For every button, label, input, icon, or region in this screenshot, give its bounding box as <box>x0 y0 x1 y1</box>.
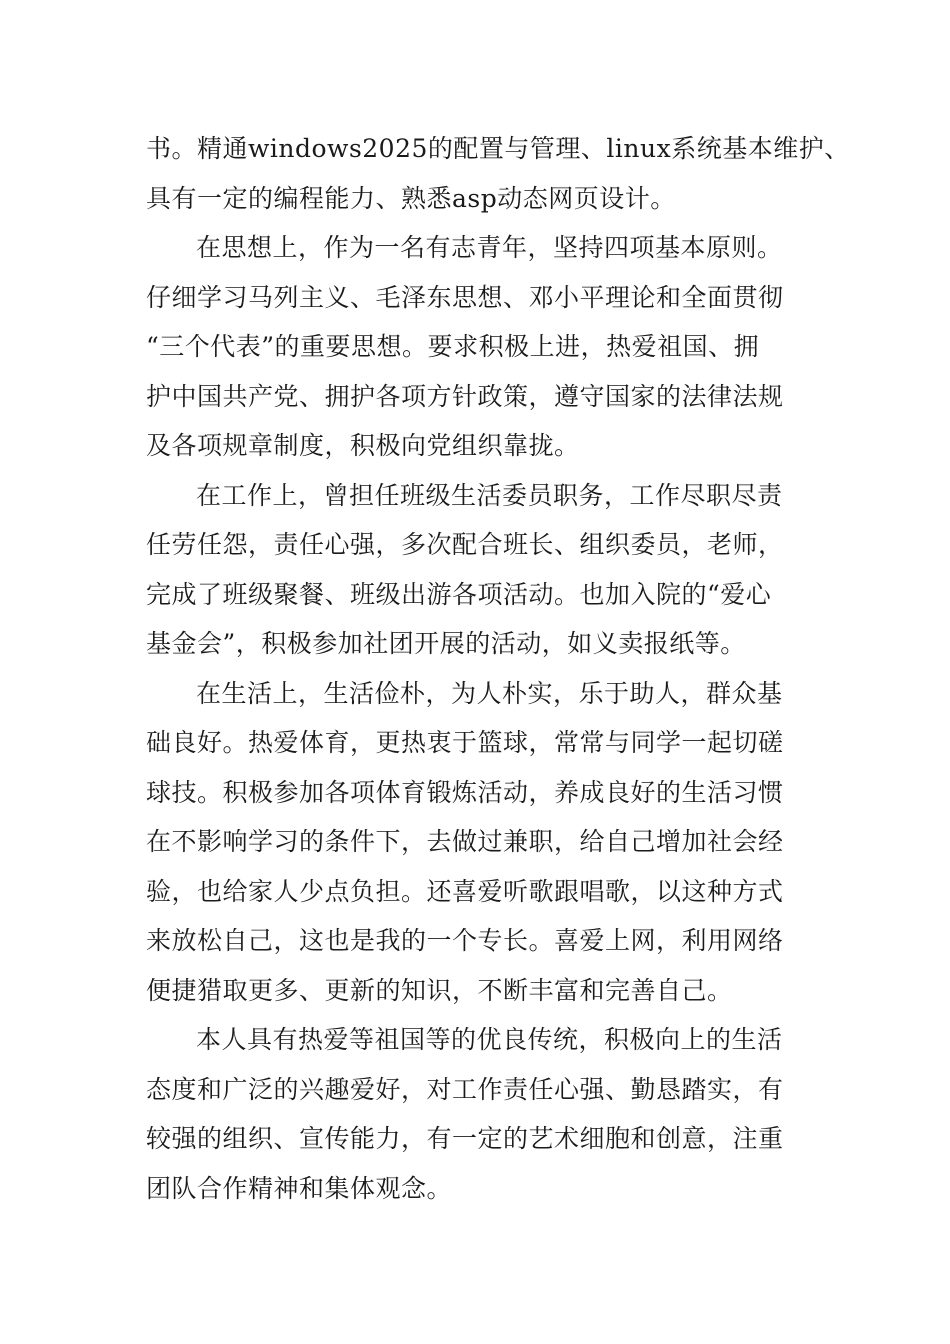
paragraph-line: 础良好。热爱体育，更热衷于篮球，常常与同学一起切磋 <box>146 728 784 757</box>
paragraph-line: 任劳任怨，责任心强，多次配合班长、组织委员，老师， <box>146 530 784 559</box>
paragraph-line: 及各项规章制度，积极向党组织靠拢。 <box>146 431 580 460</box>
paragraph-line: 书。精通windows2025的配置与管理、linux系统基本维护、 <box>146 134 850 163</box>
paragraph-line: “三个代表”的重要思想。要求积极上进，热爱祖国、拥 <box>146 332 760 361</box>
paragraph-line: 具有一定的编程能力、熟悉asp动态网页设计。 <box>146 183 676 213</box>
paragraph-line: 球技。积极参加各项体育锻炼活动，养成良好的生活习惯 <box>146 777 784 807</box>
document-body <box>146 124 850 1213</box>
paragraph-summary <box>146 1015 816 1213</box>
paragraph-line: 在工作上，曾担任班级生活委员职务，工作尽职尽责 <box>196 480 783 510</box>
paragraph-skills <box>146 124 850 223</box>
paragraph-work <box>146 471 816 669</box>
paragraph-ideology <box>146 223 816 471</box>
paragraph-line: 团队合作精神和集体观念。 <box>146 1173 453 1203</box>
paragraph-line: 基金会”，积极参加社团开展的活动，如义卖报纸等。 <box>146 629 746 658</box>
paragraph-line: 仔细学习马列主义、毛泽东思想、邓小平理论和全面贯彻 <box>146 282 784 312</box>
paragraph-life <box>146 669 816 1016</box>
paragraph-line: 来放松自己，这也是我的一个专长。喜爱上网，利用网络 <box>146 926 784 955</box>
paragraph-line: 在不影响学习的条件下，去做过兼职，给自己增加社会经 <box>146 827 784 856</box>
paragraph-line: 在生活上，生活俭朴，为人朴实，乐于助人，群众基 <box>196 678 783 708</box>
paragraph-line: 态度和广泛的兴趣爱好，对工作责任心强、勤恳踏实，有 <box>146 1074 784 1104</box>
paragraph-line: 本人具有热爱等祖国等的优良传统，积极向上的生活 <box>196 1025 783 1054</box>
paragraph-line: 完成了班级聚餐、班级出游各项活动。也加入院的“爱心 <box>146 579 772 609</box>
paragraph-line: 验，也给家人少点负担。还喜爱听歌跟唱歌，以这种方式 <box>146 876 784 906</box>
paragraph-line: 较强的组织、宣传能力，有一定的艺术细胞和创意，注重 <box>146 1124 784 1153</box>
paragraph-line: 在思想上，作为一名有志青年，坚持四项基本原则。 <box>196 233 783 262</box>
paragraph-line: 便捷猎取更多、更新的知识，不断丰富和完善自己。 <box>146 975 733 1005</box>
paragraph-line: 护中国共产党、拥护各项方针政策，遵守国家的法律法规 <box>146 381 784 411</box>
